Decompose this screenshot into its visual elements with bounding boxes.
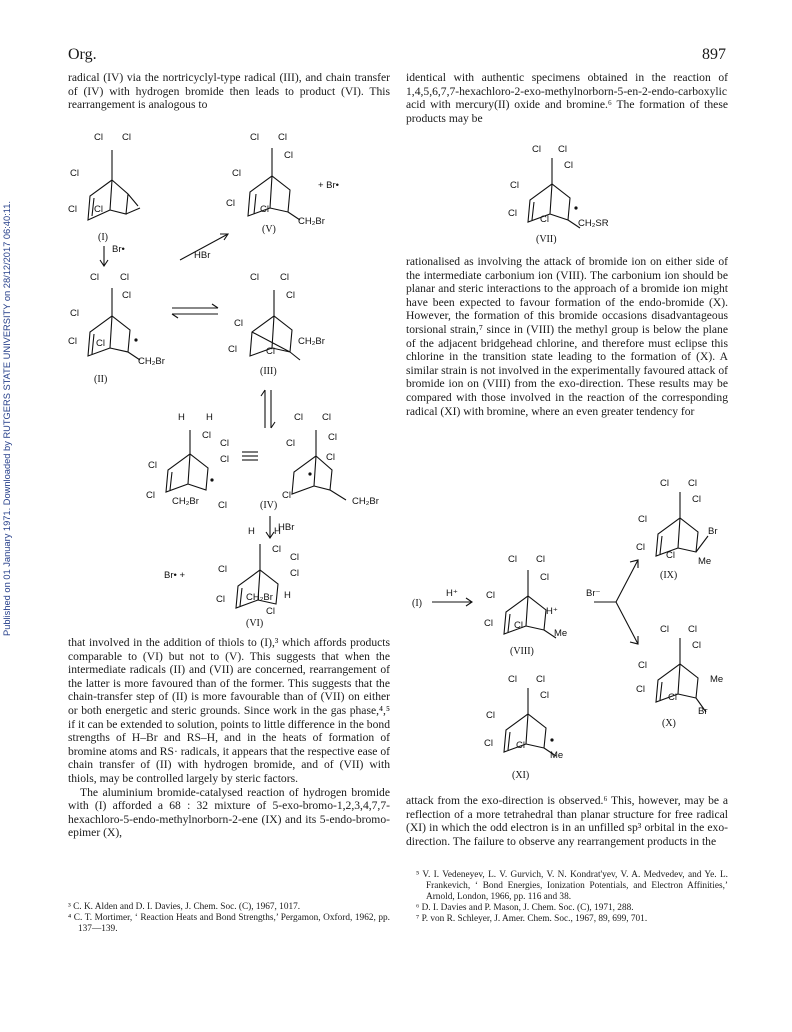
scheme-label: Cl [508,554,517,565]
scheme-label: Cl [220,454,229,465]
structure-I [68,132,140,243]
scheme-label: (VIII) [510,646,534,657]
scheme-label: CH₂SR [578,218,609,229]
scheme-label: Cl [284,150,293,161]
scheme-label: (V) [262,224,276,235]
scheme-label: HBr [278,522,295,533]
scheme-label: (I) [98,232,108,243]
scheme-label: Me [550,750,564,761]
scheme-label: Cl [486,590,495,601]
right-bottom-text: attack from the exo-direction is observed.⁶ This, however, may be a reflection of a more tetrahedral than planar structure for free radical (XI) in which the odd electron is in an unfilled sp³ orbital in the exo-direction. The failure to observe any rearrangement products in the [406,794,728,848]
scheme-label: Cl [564,160,573,171]
scheme-label: Cl [202,430,211,441]
scheme-label: CH₂Br [298,216,325,227]
scheme-label: Cl [70,168,79,179]
scheme-label: H [178,412,185,423]
scheme-label: H⁺ [546,606,558,617]
scheme-label: (X) [662,718,676,729]
download-note: Published on 01 January 1971. Downloaded by RUTGERS STATE UNIVERSITY on 28/12/2017 06:40:11. [2,201,12,636]
scheme-label: Cl [216,594,225,605]
scheme-label: (IX) [660,570,678,581]
structure-XI [484,674,563,781]
scheme-label: Cl [250,132,259,143]
scheme-label: CH₂Br [298,336,325,347]
scheme-label: Me [554,628,568,639]
scheme-label: Cl [68,336,77,347]
footnote-3: ³ C. K. Alden and D. I. Davies, J. Chem. Soc. (C), 1967, 1017. [68,902,301,912]
scheme-label: Cl [70,308,79,319]
scheme-label: Cl [94,132,103,143]
scheme-label: Cl [286,290,295,301]
scheme-label: Cl [68,204,77,215]
scheme-label: Cl [692,494,701,505]
footnotes-right [416,870,728,925]
scheme-label: Cl [540,214,549,225]
right-top-text: identical with authentic specimens obtained in the reaction of 1,4,5,6,7,7-hexachloro-2-exo-methylnorborn-5-en-2-endo-carboxylic acid with mercury(II) oxide and bromine.⁶ The formation of these products may be [406,71,728,125]
scheme-label: (III) [260,366,277,377]
scheme-label: Cl [234,318,243,329]
scheme-label: Cl [290,568,299,579]
scheme-label: Cl [226,198,235,209]
scheme-label: Cl [294,412,303,423]
scheme-label: CH₂Br [138,356,165,367]
scheme-label: Cl [122,290,131,301]
scheme-label: Cl [484,618,493,629]
scheme-label: Cl [668,692,677,703]
scheme-label: (IV) [260,500,278,511]
page-number: 897 [702,46,726,63]
structure-VII [500,140,640,250]
scheme-label: (VII) [536,234,557,245]
scheme-label: Cl [218,564,227,575]
scheme-label: (XI) [512,770,530,781]
scheme-label: Cl [536,674,545,685]
scheme-label: Cl [322,412,331,423]
scheme-label: Cl [558,144,567,155]
structure-V [226,132,339,235]
scheme-label: Cl [514,620,523,631]
scheme-label: Cl [122,132,131,143]
scheme-label: Cl [692,640,701,651]
scheme-label: Cl [148,460,157,471]
scheme-label: Cl [532,144,541,155]
scheme-label: H [284,590,291,601]
scheme-label: (II) [94,374,108,385]
scheme-label: Cl [688,624,697,635]
scheme-label: Cl [220,438,229,449]
scheme-label: + Br• [318,180,340,191]
scheme-label: Cl [660,624,669,635]
scheme-label: Cl [660,478,669,489]
structure-VIII [484,554,567,657]
structure-X [636,624,723,729]
scheme-label: Cl [90,272,99,283]
scheme-label: Cl [536,554,545,565]
scheme-label: Cl [96,338,105,349]
journal-name: Org. [68,46,97,63]
scheme-label: Cl [266,346,275,357]
scheme-label: Cl [636,684,645,695]
scheme-label: Me [698,556,712,567]
scheme-label: Cl [250,272,259,283]
footnotes-left [68,902,390,935]
scheme-label: Cl [278,132,287,143]
scheme-label: Cl [510,180,519,191]
structure-VI [164,526,299,629]
scheme-label: Br• [112,244,125,255]
left-top-text: radical (IV) via the nortricyclyl-type radical (III), and chain transfer of (IV) with hydrogen bromide then leads to product (VI). This rearrangement is analogous to [68,71,390,112]
scheme-label: H [274,526,281,537]
scheme-label: H⁺ [446,588,458,599]
left-reaction-scheme [60,128,400,632]
scheme-label: Br⁻ [586,588,601,599]
scheme-label: Me [710,674,724,685]
scheme-label: H [248,526,255,537]
structure-III [228,272,325,377]
footnote-5: ⁵ V. I. Vedeneyev, L. V. Gurvich, V. N. Kondrat'yev, V. A. Medvedev, and Ye. L. Frankevich, ‘ Bond Energies, Ionization Potentials, and Electron Affinities,’ Arnold, London, 1966, pp. 116 and 38. [416,870,728,902]
scheme-label: Br• + [164,570,186,581]
scheme-label: Cl [280,272,289,283]
footnote-4: ⁴ C. T. Mortimer, ‘ Reaction Heats and Bond Strengths,’ Pergamon, Oxford, 1962, pp. 137—139. [68,913,390,934]
scheme-label: Cl [228,344,237,355]
scheme-label: Br [698,706,708,717]
scheme-label: Cl [146,490,155,501]
scheme-label: CH₂Br [246,592,273,603]
scheme-label: Cl [272,544,281,555]
right-reaction-scheme [398,478,738,790]
scheme-label: Cl [326,452,335,463]
scheme-label: Cl [290,552,299,563]
scheme-label: Cl [540,572,549,583]
scheme-label: Cl [286,438,295,449]
structure-IV [146,412,379,511]
scheme-label: Cl [508,208,517,219]
scheme-label: CH₂Br [352,496,379,507]
structure-IX [636,478,718,581]
scheme-label: Cl [282,490,291,501]
scheme-label: Cl [508,674,517,685]
scheme-label: Br [708,526,718,537]
scheme-label: Cl [260,204,269,215]
footnote-7: ⁷ P. von R. Schleyer, J. Amer. Chem. Soc., 1967, 89, 699, 701. [416,914,648,924]
scheme-label: H [206,412,213,423]
scheme-label: Cl [484,738,493,749]
scheme-label: HBr [194,250,211,261]
download-sidebar [0,0,24,1032]
scheme-label: Cl [540,690,549,701]
scheme-label: Cl [638,660,647,671]
scheme-label: Cl [516,740,525,751]
scheme-label: CH₂Br [172,496,199,507]
scheme-label: Cl [688,478,697,489]
scheme-label: (I) [412,598,422,609]
scheme-label: Cl [666,550,675,561]
structure-II [68,272,165,385]
scheme-label: Cl [328,432,337,443]
scheme-label: Cl [636,542,645,553]
scheme-label: Cl [232,168,241,179]
left-bottom-text: that involved in the addition of thiols to (I),³ which affords products comparable to (VI) but not to (V). This suggests that when the intermediate radicals (II) and (VII) are concerned, rearrangement of the latter is more favoured than of the former. This suggests that the chain-transfer step of (II) is more favourable than of (VII) on either or both energetic and steric grounds. Since work in the gas phase,⁴,⁵ if it can be extended to solution, points to little difference in the bond strengths of H–Br and RS–H, and in the heats of formation of bromine atoms and RS· radicals, it appears that the respective ease of chain transfer of (II) with hydrogen bromide, and of (VII) with thiols, may be controlled largely by steric factors. The aluminium bromide-catalysed reaction of hydrogen bromide with (I) afforded a 68 : 32 mixture of 5-exo-bromo-1,2,3,4,7,7-hexachloro-5-endo-methylnorborn-2-ene (IX) and its 5-endo-bromo-epimer (X), [68,636,390,840]
scheme-label: Cl [218,500,227,511]
scheme-label: Cl [638,514,647,525]
scheme-label: (VI) [246,618,264,629]
scheme-label: Cl [486,710,495,721]
right-middle-text: rationalised as involving the attack of bromide ion on either side of the intermediate carbonium ion (VIII). The carbonium ion should be planar and steric interactions to the approach of a bromide ion might have been expected to favour formation of the endo-bromide (X). However, the formation of this bromide occasions disadvantageous torsional strain,⁷ since in (VIII) the methyl group is below the plane of the adjacent bridgehead chlorine, and therefore must eclipse this chlorine in the transition state leading to the formation of (X). A similar strain is not involved in the experimentally favoured attack of bromide ion on (VIII) from the exo-direction. These results may be compared with those involved in the reaction of the corresponding radical (XI) with bromine, where an even greater tendency for [406,255,728,418]
scheme-label: Cl [266,606,275,617]
scheme-label: Cl [94,204,103,215]
footnote-6: ⁶ D. I. Davies and P. Mason, J. Chem. Soc. (C), 1971, 288. [416,903,634,913]
scheme-label: Cl [120,272,129,283]
